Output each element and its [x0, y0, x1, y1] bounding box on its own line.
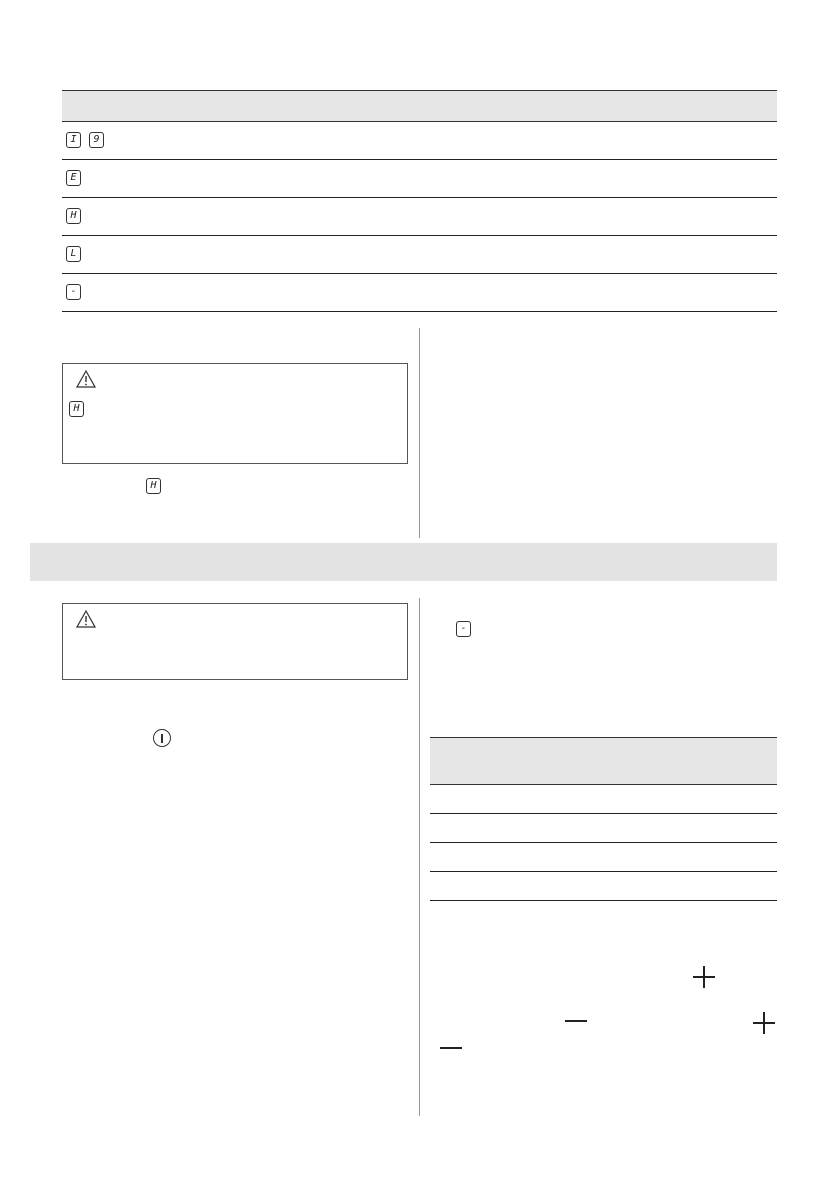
table-row [430, 843, 777, 872]
minus-icon [440, 1037, 462, 1059]
table-row [62, 198, 777, 236]
display-digit-one-icon: I [66, 132, 81, 148]
warning-triangle-icon [76, 370, 96, 388]
display-digit-nine-icon: 9 [89, 132, 104, 148]
warning-triangle-icon [76, 610, 96, 628]
plus-icon [753, 1012, 775, 1034]
safety-warning-box [62, 603, 408, 680]
table-row [62, 236, 777, 274]
table-row [430, 872, 777, 901]
power-icon [153, 729, 171, 747]
display-table-header [62, 90, 777, 122]
table-row [62, 122, 777, 160]
table-row [430, 814, 777, 843]
column-divider [419, 328, 420, 538]
display-lock-icon: L [66, 246, 81, 262]
section-heading-bar [30, 543, 777, 581]
table-row [430, 785, 777, 814]
residual-heat-warning-box [62, 363, 408, 464]
display-dash-icon: - [66, 284, 81, 300]
plus-icon [693, 966, 715, 988]
display-residual-heat-icon: H [66, 208, 81, 224]
display-dash-icon: - [456, 621, 471, 637]
display-residual-heat-icon: H [146, 478, 161, 494]
table-row [62, 274, 777, 312]
table-row [62, 160, 777, 198]
sub-table-header [430, 737, 777, 785]
column-divider [419, 598, 420, 1116]
minus-icon [565, 1010, 587, 1032]
display-residual-heat-icon: H [69, 401, 84, 417]
display-error-icon: E [66, 170, 81, 186]
